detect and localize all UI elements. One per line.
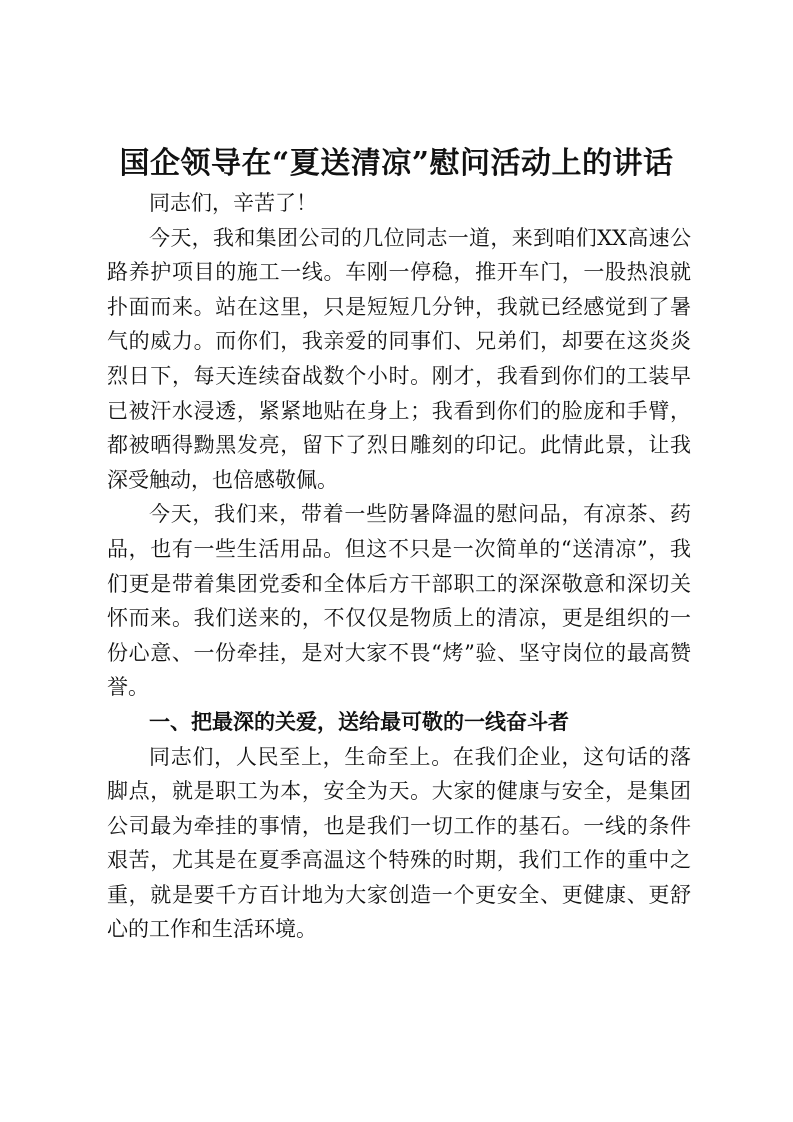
paragraph-arrival: 今天，我和集团公司的几位同志一道，来到咱们XX高速公路养护项目的施工一线。车刚一停稳，推开车门，一股热浪就扑面而来。站在这里，只是短短几分钟，我就已经感觉到了暑气的威力。而你们，我亲爱的同事们、兄弟们，却要在这炎炎烈日下，每天连续奋战数个小时。刚才，我看到你们的工装早已被汗水浸透，紧紧地贴在身上；我看到你们的脸庞和手臂，都被晒得黝黑发亮，留下了烈日雕刻的印记。此情此景，让我深受触动，也倍感敬佩。 [107,225,691,492]
paragraph-greeting: 同志们，辛苦了！ [149,191,317,215]
section-heading: 一、把最深的关爱，送给最可敬的一线奋斗者 [149,709,569,734]
paragraph-gifts: 今天，我们来，带着一些防暑降温的慰问品，有凉茶、药品，也有一些生活用品。但这不只是一次简单的“送清凉”，我们更是带着集团党委和全体后方干部职工的深深敬意和深切关怀而来。我们送来的，不仅仅是物质上的清凉，更是组织的一份心意、一份牵挂，是对大家不畏“烤”验、坚守岗位的最高赞誉。 [107,502,691,700]
document-body [107,186,691,947]
page-title: 国企领导在“夏送清凉”慰问活动上的讲话 [119,146,674,181]
paragraph-safety: 同志们，人民至上，生命至上。在我们企业，这句话的落脚点，就是职工为本，安全为天。大家的健康与安全，是集团公司最为牵挂的事情，也是我们一切工作的基石。一线的条件艰苦，尤其是在夏季高温这个特殊的时期，我们工作的重中之重，就是要千方百计地为大家创造一个更安全、更健康、更舒心的工作和生活环境。 [107,744,691,942]
